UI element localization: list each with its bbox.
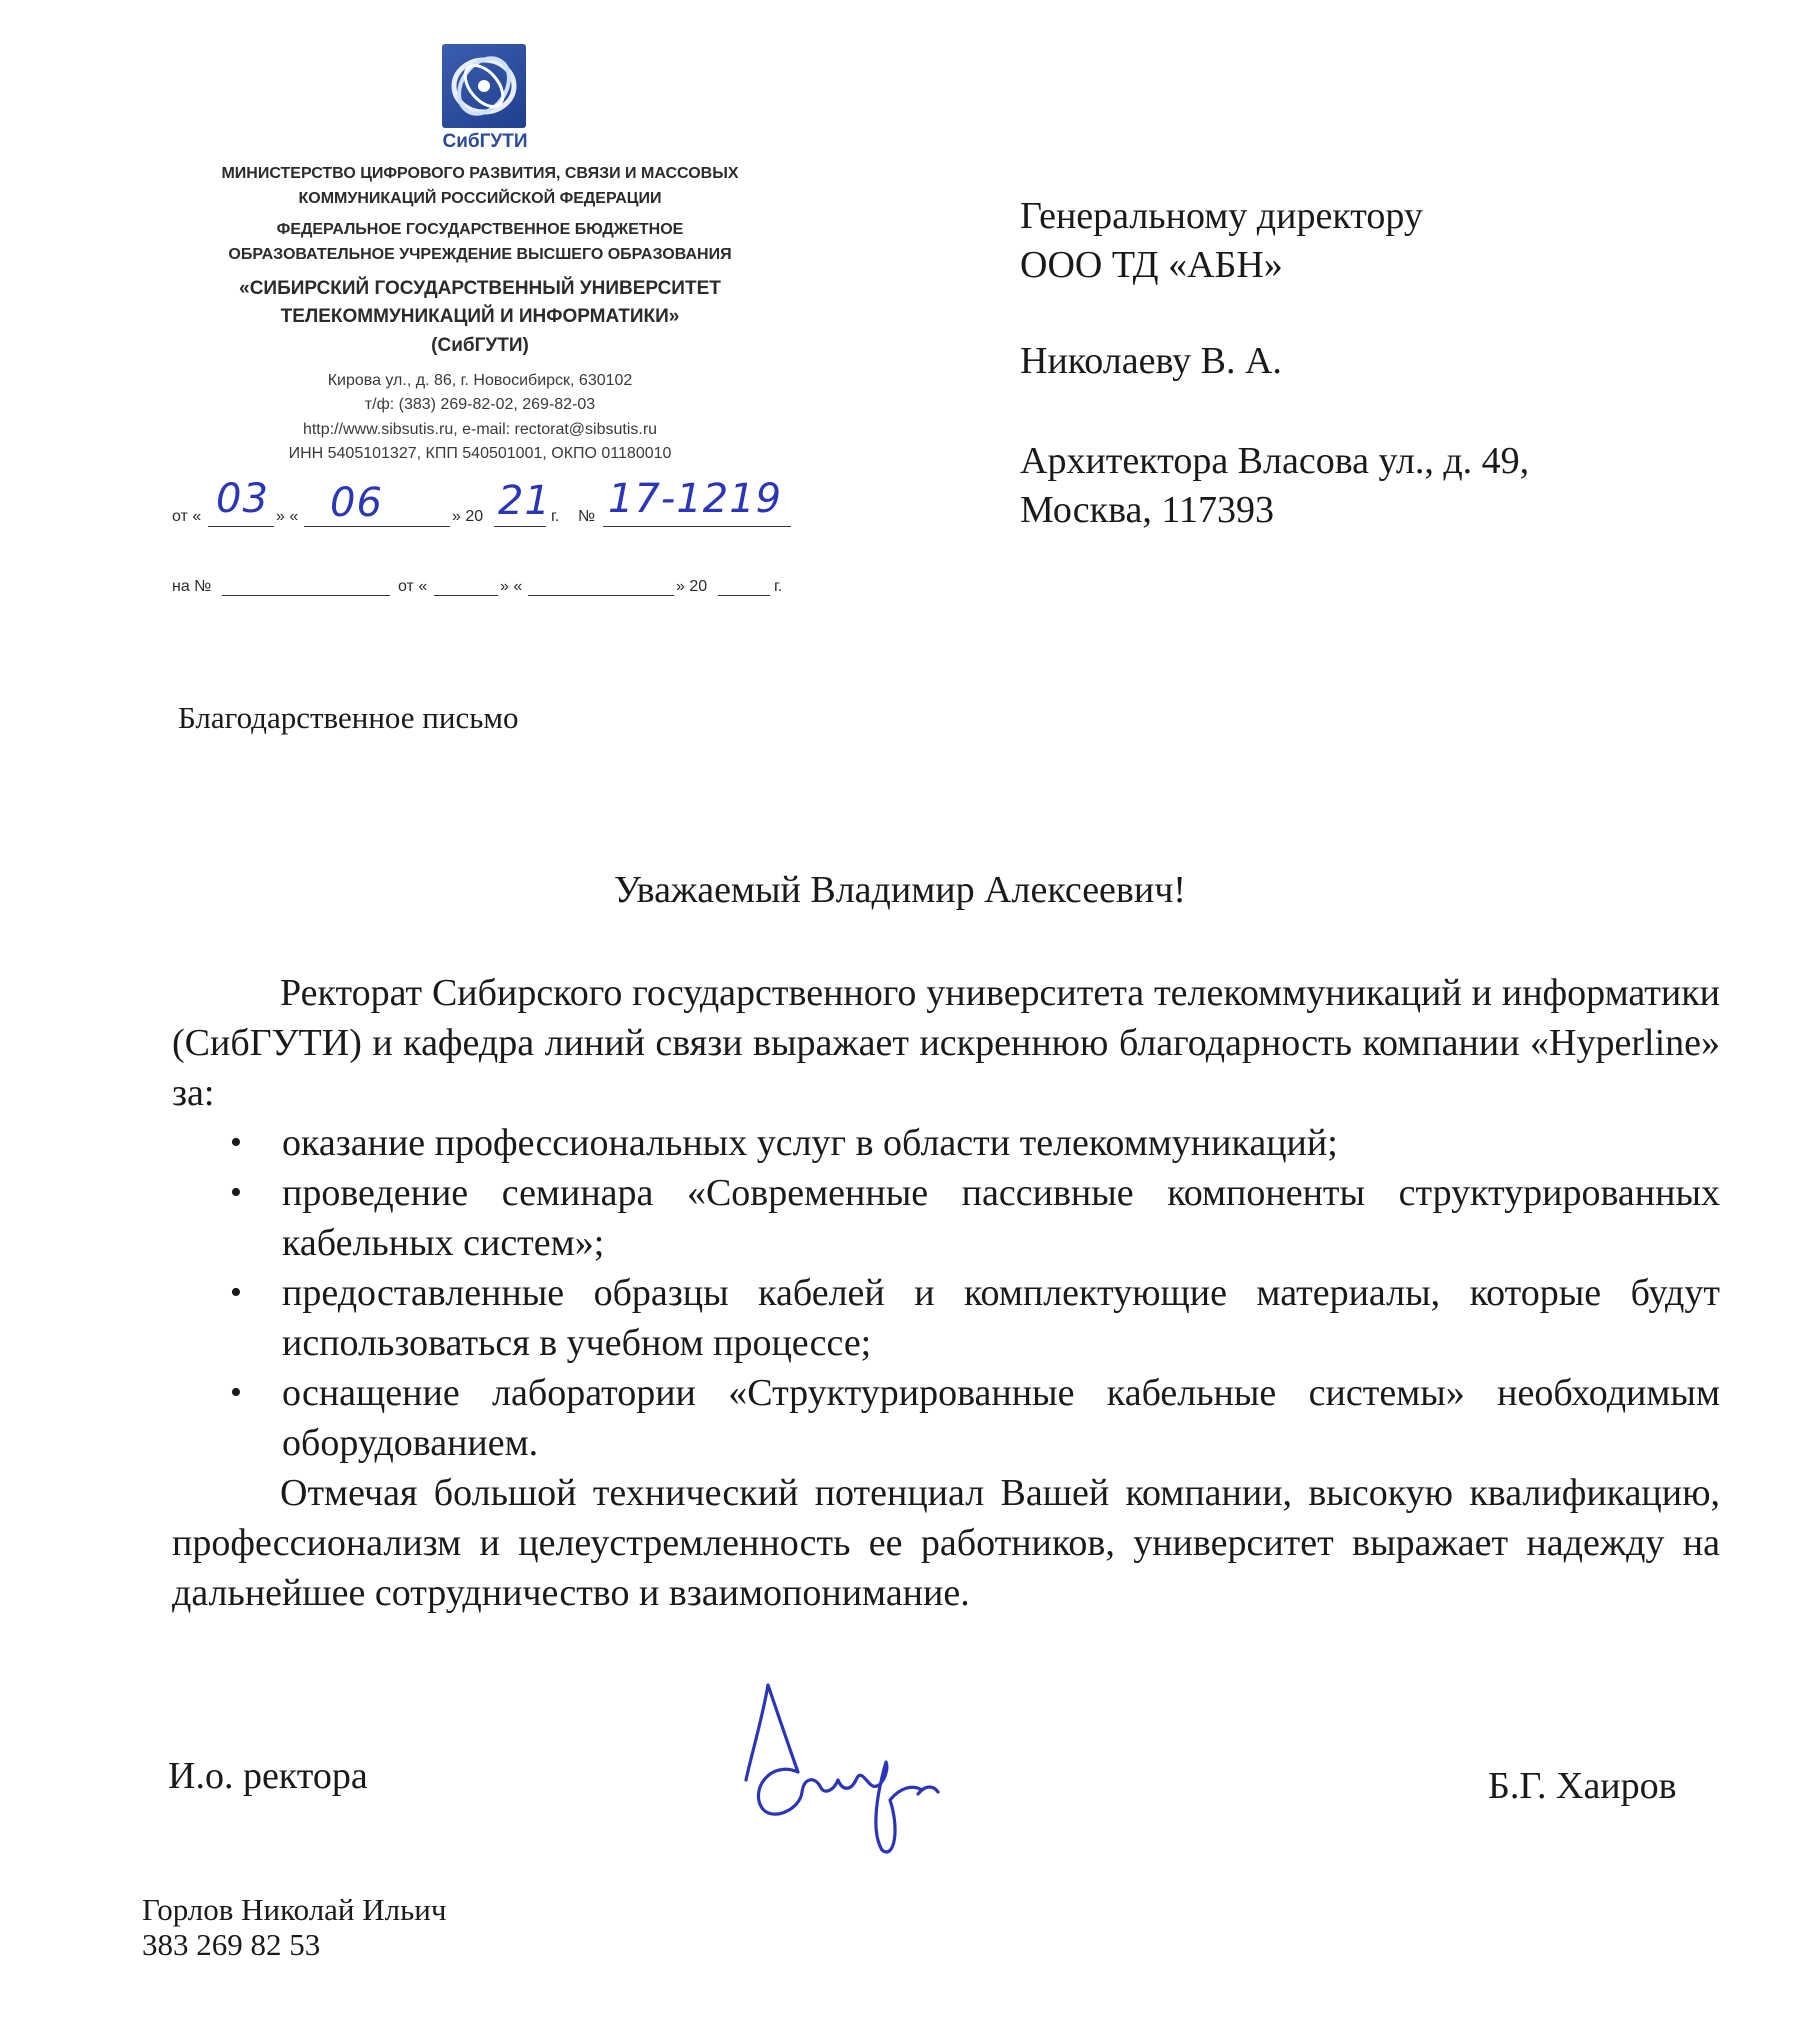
university-registry: ИНН 5405101327, КПП 540501001, ОКПО 01180010	[288, 445, 672, 462]
signature-scribble-icon	[740, 1680, 960, 1860]
bullet-icon: •	[230, 1124, 242, 1161]
executor-name: Горлов Николай Ильич	[142, 1892, 447, 1927]
date-from-label: от «	[172, 508, 202, 525]
logo-text: СибГУТИ	[442, 131, 528, 152]
list-item: • оснащение лаборатории «Структурированные кабельные системы» необходимым оборудованием.	[172, 1368, 1720, 1468]
letter-subject: Благодарственное письмо	[178, 700, 519, 735]
university-line-2: ТЕЛЕКОММУНИКАЦИЙ И ИНФОРМАТИКИ»	[280, 306, 680, 327]
ministry-line-1: МИНИСТЕРСТВО ЦИФРОВОГО РАЗВИТИЯ, СВЯЗИ И МАССОВЫХ	[221, 165, 739, 182]
reply-ref-underline	[222, 595, 390, 596]
logo-emblem-icon	[442, 44, 526, 128]
handwritten-signature	[740, 1680, 960, 1865]
date-month-underline	[304, 526, 450, 527]
date-day-underline	[208, 526, 274, 527]
bullet-icon: •	[230, 1274, 242, 1311]
university-web-email: http://www.sibsutis.ru, e-mail: rectorat@sibsutis.ru	[302, 421, 658, 438]
addressee-address-line-1: Архитектора Власова ул., д. 49,	[1020, 440, 1530, 482]
date-month: 06	[330, 480, 383, 526]
addressee-name: Николаеву В. А.	[1020, 340, 1282, 382]
date-year-underline	[494, 526, 546, 527]
letter-greeting: Уважаемый Владимир Алексеевич!	[614, 869, 1186, 911]
reply-year-underline	[718, 595, 770, 596]
gratitude-list	[172, 1118, 1720, 1468]
university-logo	[442, 44, 526, 128]
addressee-position-line-2: ООО ТД «АБН»	[1020, 244, 1283, 286]
date-year-label: г.	[551, 508, 560, 525]
date-day: 03	[216, 476, 269, 522]
document-number: 17-1219	[608, 476, 783, 522]
reply-day-underline	[434, 595, 498, 596]
intro-paragraph: Ректорат Сибирского государственного университета телекоммуникаций и информатики (СибГУТИ) и кафедра линий связи выражает искреннюю благодарность компании «Hyperline» за:	[172, 972, 1720, 1114]
list-item: • проведение семинара «Современные пассивные компоненты структурированных кабельных систем»;	[172, 1168, 1720, 1268]
bullet-icon: •	[230, 1374, 242, 1411]
university-phone: т/ф: (383) 269-82-02, 269-82-03	[364, 396, 596, 413]
university-short: (СибГУТИ)	[431, 335, 529, 356]
addressee-address-line-2: Москва, 117393	[1020, 489, 1275, 531]
ministry-line-2: КОММУНИКАЦИЙ РОССИЙСКОЙ ФЕДЕРАЦИИ	[298, 190, 662, 207]
reply-sep-2: » 20	[676, 578, 708, 595]
signatory-title: И.о. ректора	[168, 1755, 368, 1797]
executor-phone: 383 269 82 53	[142, 1927, 321, 1962]
reply-sep-1: » «	[500, 578, 523, 595]
federal-line-2: ОБРАЗОВАТЕЛЬНОЕ УЧРЕЖДЕНИЕ ВЫСШЕГО ОБРАЗОВАНИЯ	[228, 246, 732, 263]
list-item: • оказание профессиональных услуг в области телекоммуникаций;	[172, 1118, 1720, 1168]
reply-ref-label: на №	[172, 578, 212, 595]
closing-paragraph: Отмечая большой технический потенциал Вашей компании, высокую квалификацию, профессионализм и целеустремленность ее работников, университет выражает надежду на дальнейшее сотрудничество и взаимопонимание.	[172, 1472, 1720, 1614]
letter-body	[172, 968, 1720, 1618]
number-label: №	[578, 508, 596, 525]
date-sep-2: » 20	[452, 508, 484, 525]
bullet-icon: •	[230, 1174, 242, 1211]
reply-from-label: от «	[398, 578, 428, 595]
addressee-position-line-1: Генеральному директору	[1020, 195, 1423, 237]
reply-year-label: г.	[774, 578, 783, 595]
signatory-name: Б.Г. Хаиров	[1488, 1765, 1677, 1807]
federal-line-1: ФЕДЕРАЛЬНОЕ ГОСУДАРСТВЕННОЕ БЮДЖЕТНОЕ	[276, 221, 684, 238]
date-year-suffix: 21	[498, 478, 551, 524]
reply-month-underline	[528, 595, 674, 596]
university-line-1: «СИБИРСКИЙ ГОСУДАРСТВЕННЫЙ УНИВЕРСИТЕТ	[239, 278, 721, 299]
list-item: • предоставленные образцы кабелей и комплектующие материалы, которые будут использоваться в учебном процессе;	[172, 1268, 1720, 1368]
university-address: Кирова ул., д. 86, г. Новосибирск, 630102	[327, 372, 633, 389]
date-sep-1: » «	[276, 508, 299, 525]
number-underline	[603, 526, 791, 527]
